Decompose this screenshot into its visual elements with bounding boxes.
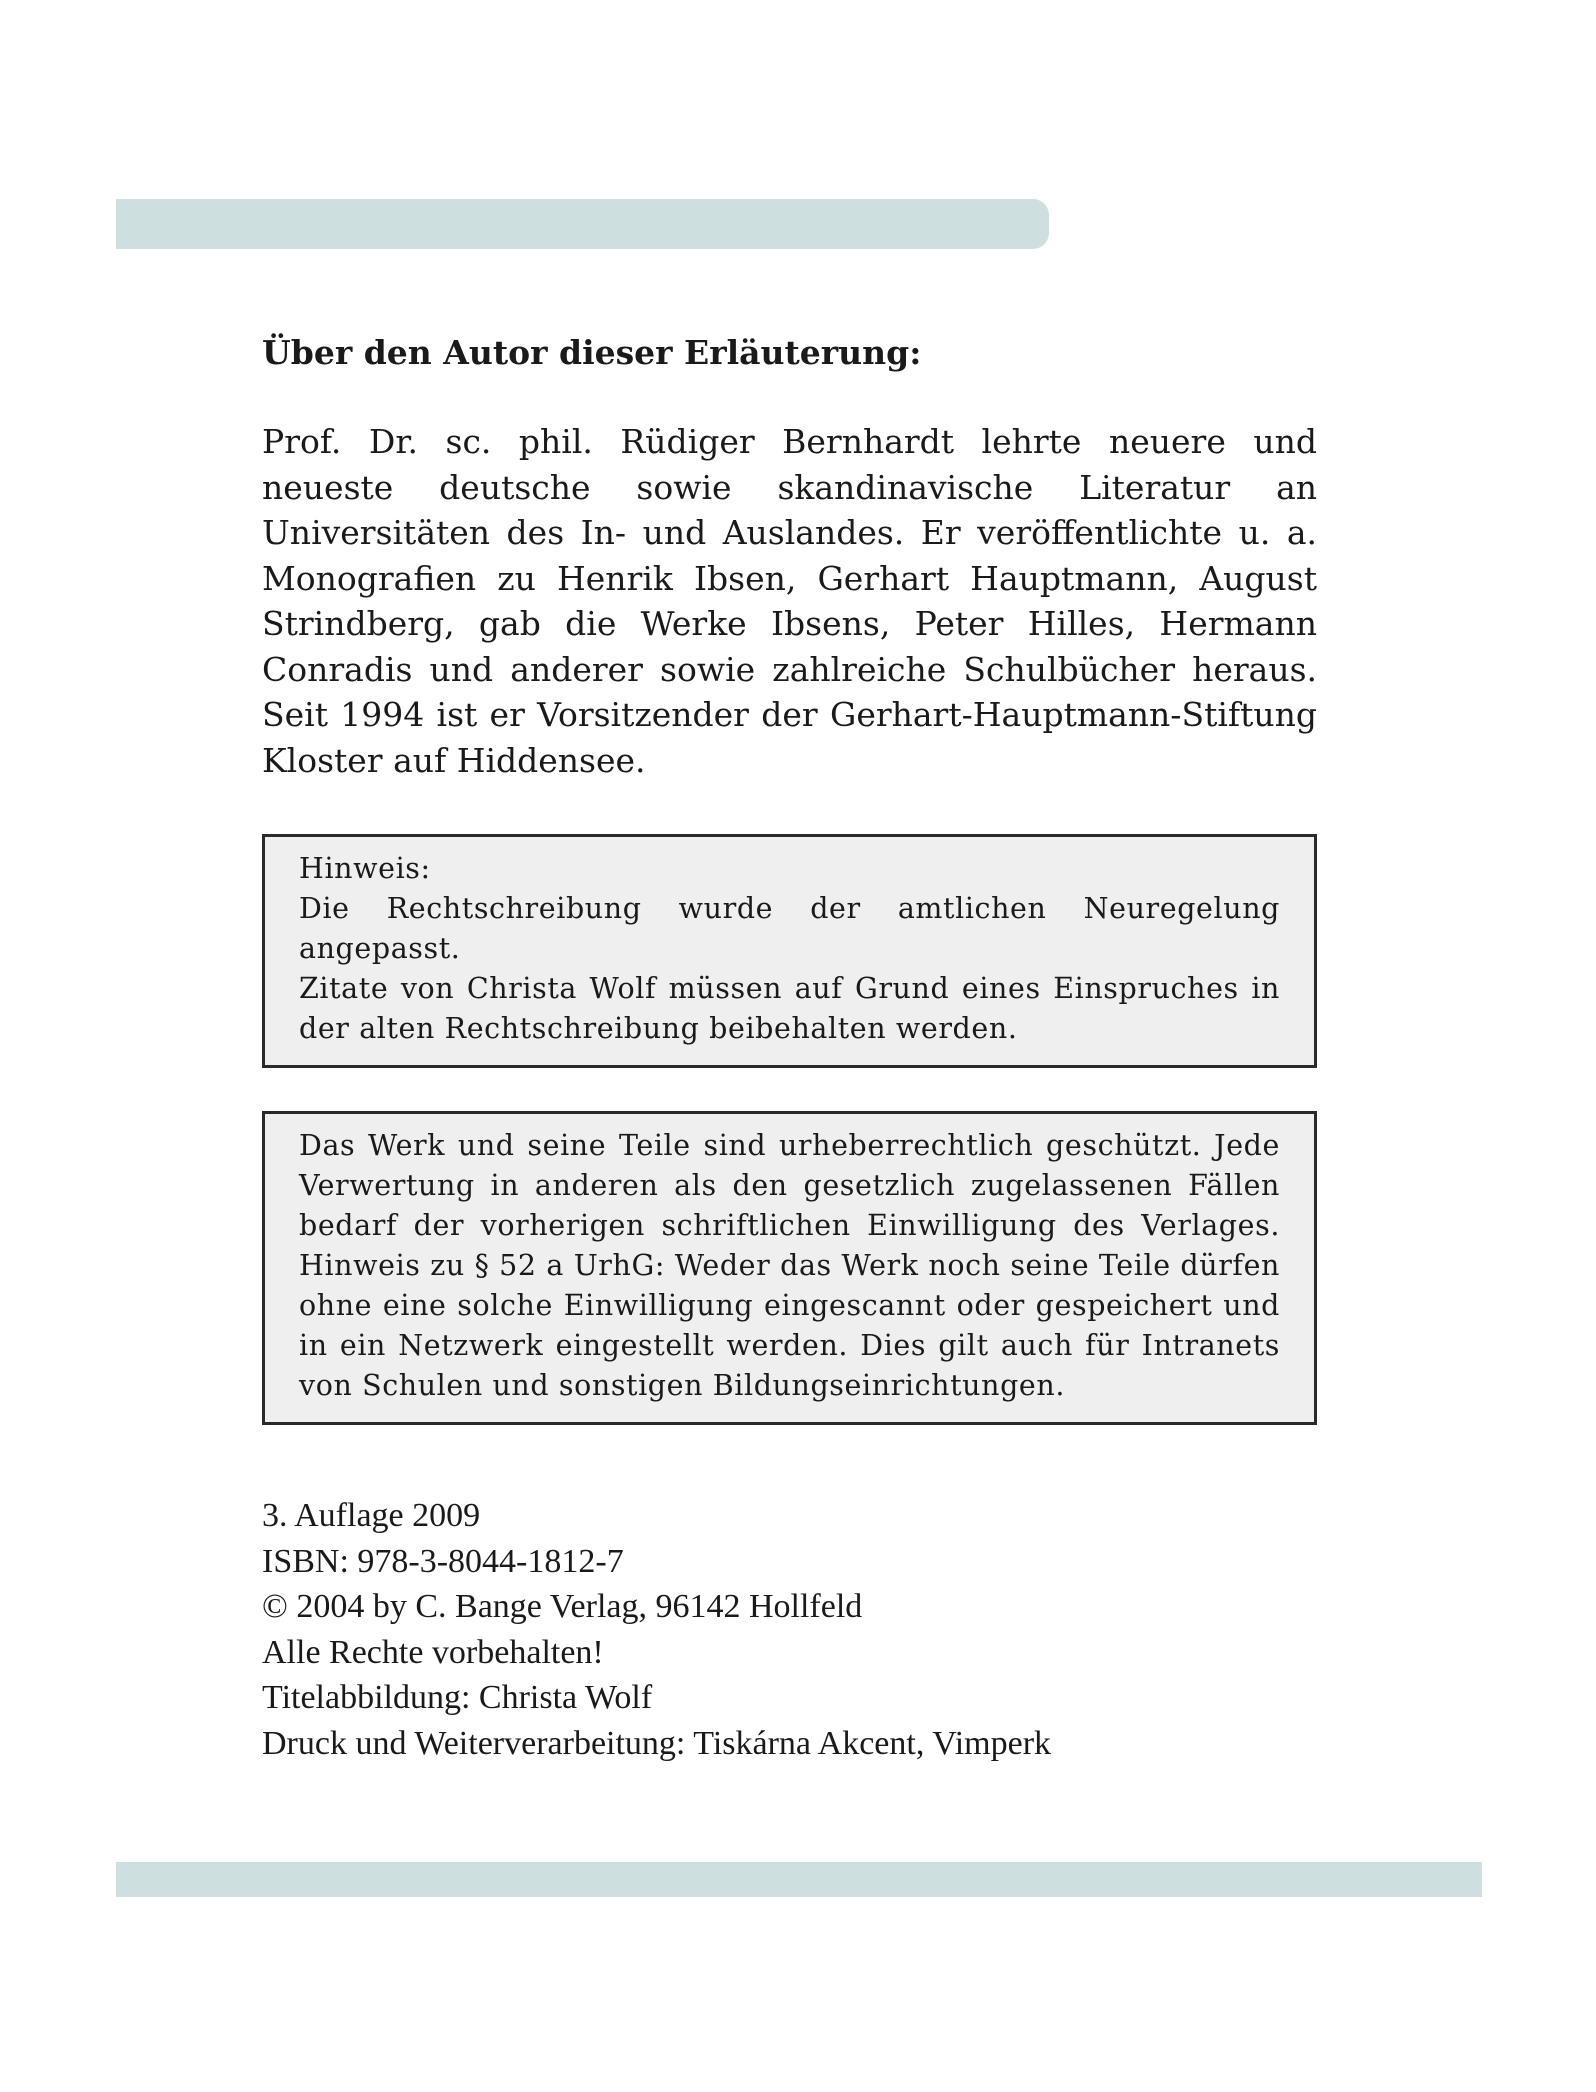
spelling-notice-box xyxy=(262,834,1317,1068)
notice-label: Hinweis: xyxy=(299,852,431,885)
copyright-line: © 2004 by C. Bange Verlag, 96142 Hollfeld xyxy=(262,1588,863,1625)
copyright-notice-text: Das Werk und seine Teile sind urheberrechtlich geschützt. Jede Verwertung in anderen als den gesetzlich zugelassenen Fällen bedarf der vorherigen schriftlichen Einwilligung des Verlages. Hinweis zu § 52 a UrhG: Weder das Werk noch seine Teile dürfen ohne eine solche Einwilligung eingescannt oder gespeichert und in ein Netzwerk eingestellt werden. Dies gilt auch für Intranets von Schulen und sonstigen Bildungseinrichtungen. xyxy=(299,1129,1280,1402)
cover-credit-line: Titelabbildung: Christa Wolf xyxy=(262,1679,653,1716)
rights-line: Alle Rechte vorbehalten! xyxy=(262,1633,604,1671)
bottom-decorative-bar xyxy=(116,1862,1482,1897)
top-decorative-bar xyxy=(116,199,1049,249)
edition-line: 3. Auflage 2009 xyxy=(262,1497,481,1534)
page-content xyxy=(262,330,1317,1766)
printer-line: Druck und Weiterverarbeitung: Tiskárna Akcent, Vimperk xyxy=(262,1724,1052,1762)
author-bio: Prof. Dr. sc. phil. Rüdiger Bernhardt lehrte neuere und neueste deutsche sowie skandinavische Literatur an Universitäten des In- und Auslandes. Er veröffentlichte u. a. Monografien zu Henrik Ibsen, Gerhart Hauptmann, August Strindberg, gab die Werke Ibsens, Peter Hilles, Hermann Conradis und anderer sowie zahlreiche Schulbücher heraus. Seit 1994 ist er Vorsitzender der Gerhart-Hauptmann-Stiftung Kloster auf Hiddensee. xyxy=(262,422,1317,780)
isbn-line: ISBN: 978-3-8044-1812-7 xyxy=(262,1542,624,1580)
notice-spelling-text: Die Rechtschreibung wurde der amtlichen Neuregelung angepasst. xyxy=(299,892,1280,965)
author-heading: Über den Autor dieser Erläuterung: xyxy=(262,333,922,372)
copyright-notice-box xyxy=(262,1111,1317,1425)
imprint-block xyxy=(262,1493,1317,1766)
notice-quotes-text: Zitate von Christa Wolf müssen auf Grund eines Einspruches in der alten Rechtschreibung beibehalten werden. xyxy=(299,972,1280,1045)
